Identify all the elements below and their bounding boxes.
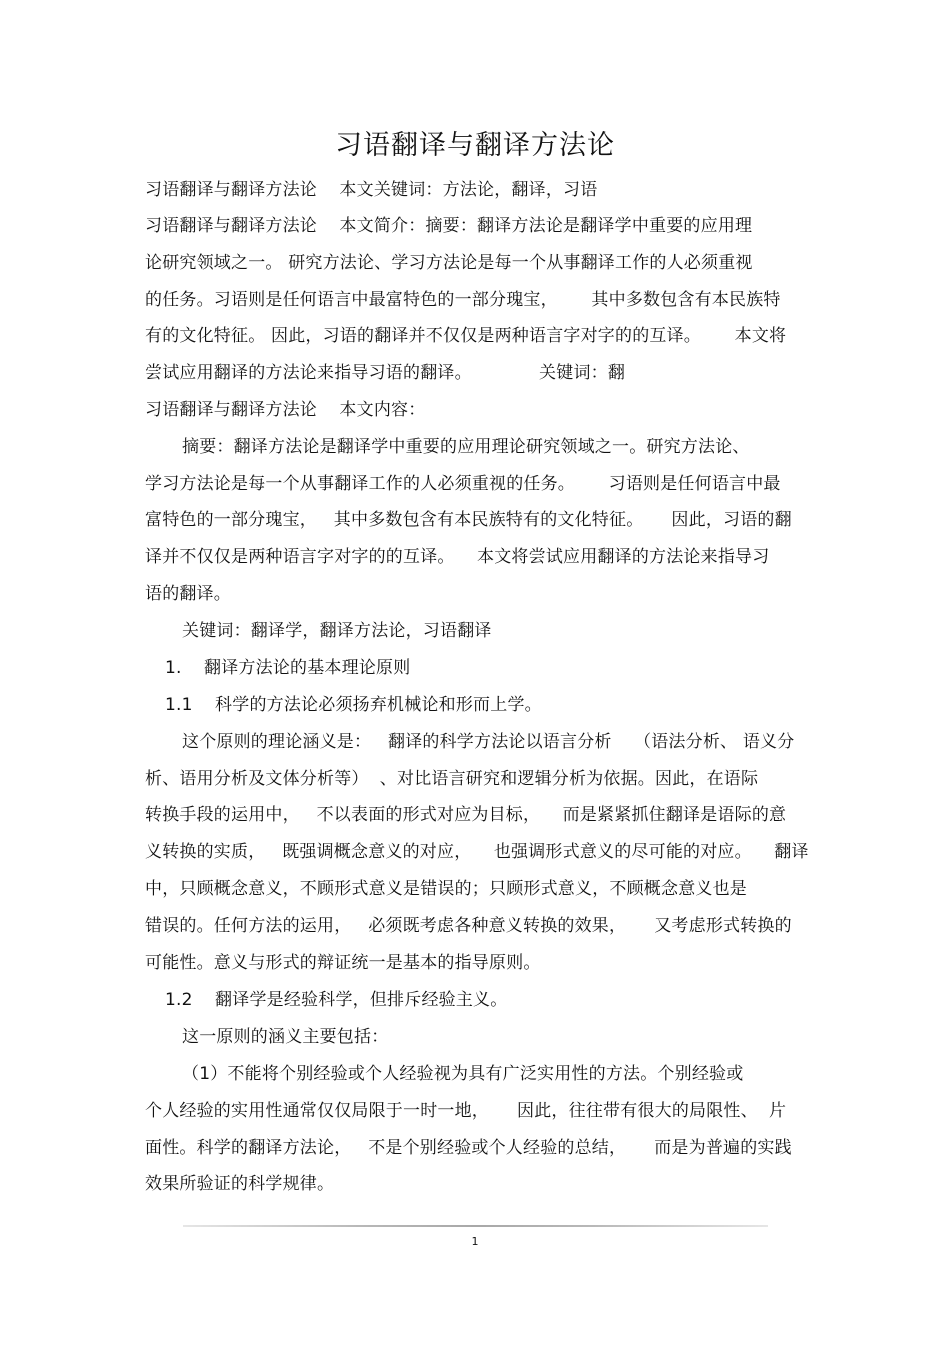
summary-line-5: 尝试应用翻译的方法论来指导习语的翻译。 关键词：翻 <box>145 363 626 383</box>
point-1-line-2: 个人经验的实用性通常仅仅局限于一时一地， 因此，往往带有很大的局限性、 片 <box>145 1101 787 1121</box>
summary-line-2: 论研究领域之一。 研究方法论、学习方法论是每一个从事翻译工作的人必须重视 <box>145 253 753 273</box>
abstract-line-5: 语的翻译。 <box>145 584 231 604</box>
section-1-2-heading: 1.2 翻译学是经验科学，但排斥经验主义。 <box>165 990 508 1010</box>
footer-divider <box>183 1225 768 1227</box>
principle-line-2: 析、语用分析及文体分析等） 、对比语言研究和逻辑分析为依据。因此，在语际 <box>145 769 759 789</box>
summary-line-3: 的任务。习语则是任何语言中最富特色的一部分瑰宝， 其中多数包含有本民族特 <box>145 290 781 310</box>
section-1-1-heading: 1.1 科学的方法论必须扬弃机械论和形而上学。 <box>165 695 542 715</box>
abstract-line-2: 学习方法论是每一个从事翻译工作的人必须重视的任务。 习语则是任何语言中最 <box>145 474 781 494</box>
summary-line-4: 有的文化特征。 因此，习语的翻译并不仅仅是两种语言字对字的的互译。 本文将 <box>145 326 787 346</box>
abstract-line-4: 译并不仅仅是两种语言字对字的的互译。 本文将尝试应用翻译的方法论来指导习 <box>145 547 770 567</box>
principle-line-1: 这个原则的理论涵义是： 翻译的科学方法论以语言分析 （语法分析、 语义分 <box>182 732 795 752</box>
document-title: 习语翻译与翻译方法论 <box>335 130 615 161</box>
point-1-line-3: 面性。科学的翻译方法论， 不是个别经验或个人经验的总结， 而是为普遍的实践 <box>145 1138 792 1158</box>
content-heading-line: 习语翻译与翻译方法论 本文内容： <box>145 400 426 420</box>
page-number: 1 <box>471 1235 479 1248</box>
principle-line-3: 转换手段的运用中， 不以表面的形式对应为目标， 而是紧紧抓住翻译是语际的意 <box>145 805 787 825</box>
principle-line-6: 错误的。任何方法的运用， 必须既考虑各种意义转换的效果， 又考虑形式转换的 <box>145 916 792 936</box>
point-1-line-4: 效果所验证的科学规律。 <box>145 1174 335 1194</box>
keywords-paragraph: 关键词：翻译学，翻译方法论，习语翻译 <box>182 621 492 641</box>
principle-line-7: 可能性。意义与形式的辩证统一是基本的指导原则。 <box>145 953 541 973</box>
principle-line-5: 中，只顾概念意义，不顾形式意义是错误的；只顾形式意义，不顾概念意义也是 <box>145 879 747 899</box>
section-1-heading: 1. 翻译方法论的基本理论原则 <box>165 658 411 678</box>
keywords-line: 习语翻译与翻译方法论 本文关键词：方法论，翻译，习语 <box>145 180 598 200</box>
summary-line-1: 习语翻译与翻译方法论 本文简介：摘要：翻译方法论是翻译学中重要的应用理 <box>145 216 753 236</box>
abstract-line-3: 富特色的一部分瑰宝， 其中多数包含有本民族特有的文化特征。 因此，习语的翻 <box>145 510 792 530</box>
abstract-line-1: 摘要：翻译方法论是翻译学中重要的应用理论研究领域之一。研究方法论、 <box>182 437 750 457</box>
point-1-line-1: （1）不能将个别经验或个人经验视为具有广泛实用性的方法。个别经验或 <box>182 1064 744 1084</box>
principle-2-intro: 这一原则的涵义主要包括： <box>182 1027 389 1047</box>
principle-line-4: 义转换的实质， 既强调概念意义的对应， 也强调形式意义的尽可能的对应。 翻译 <box>145 842 809 862</box>
